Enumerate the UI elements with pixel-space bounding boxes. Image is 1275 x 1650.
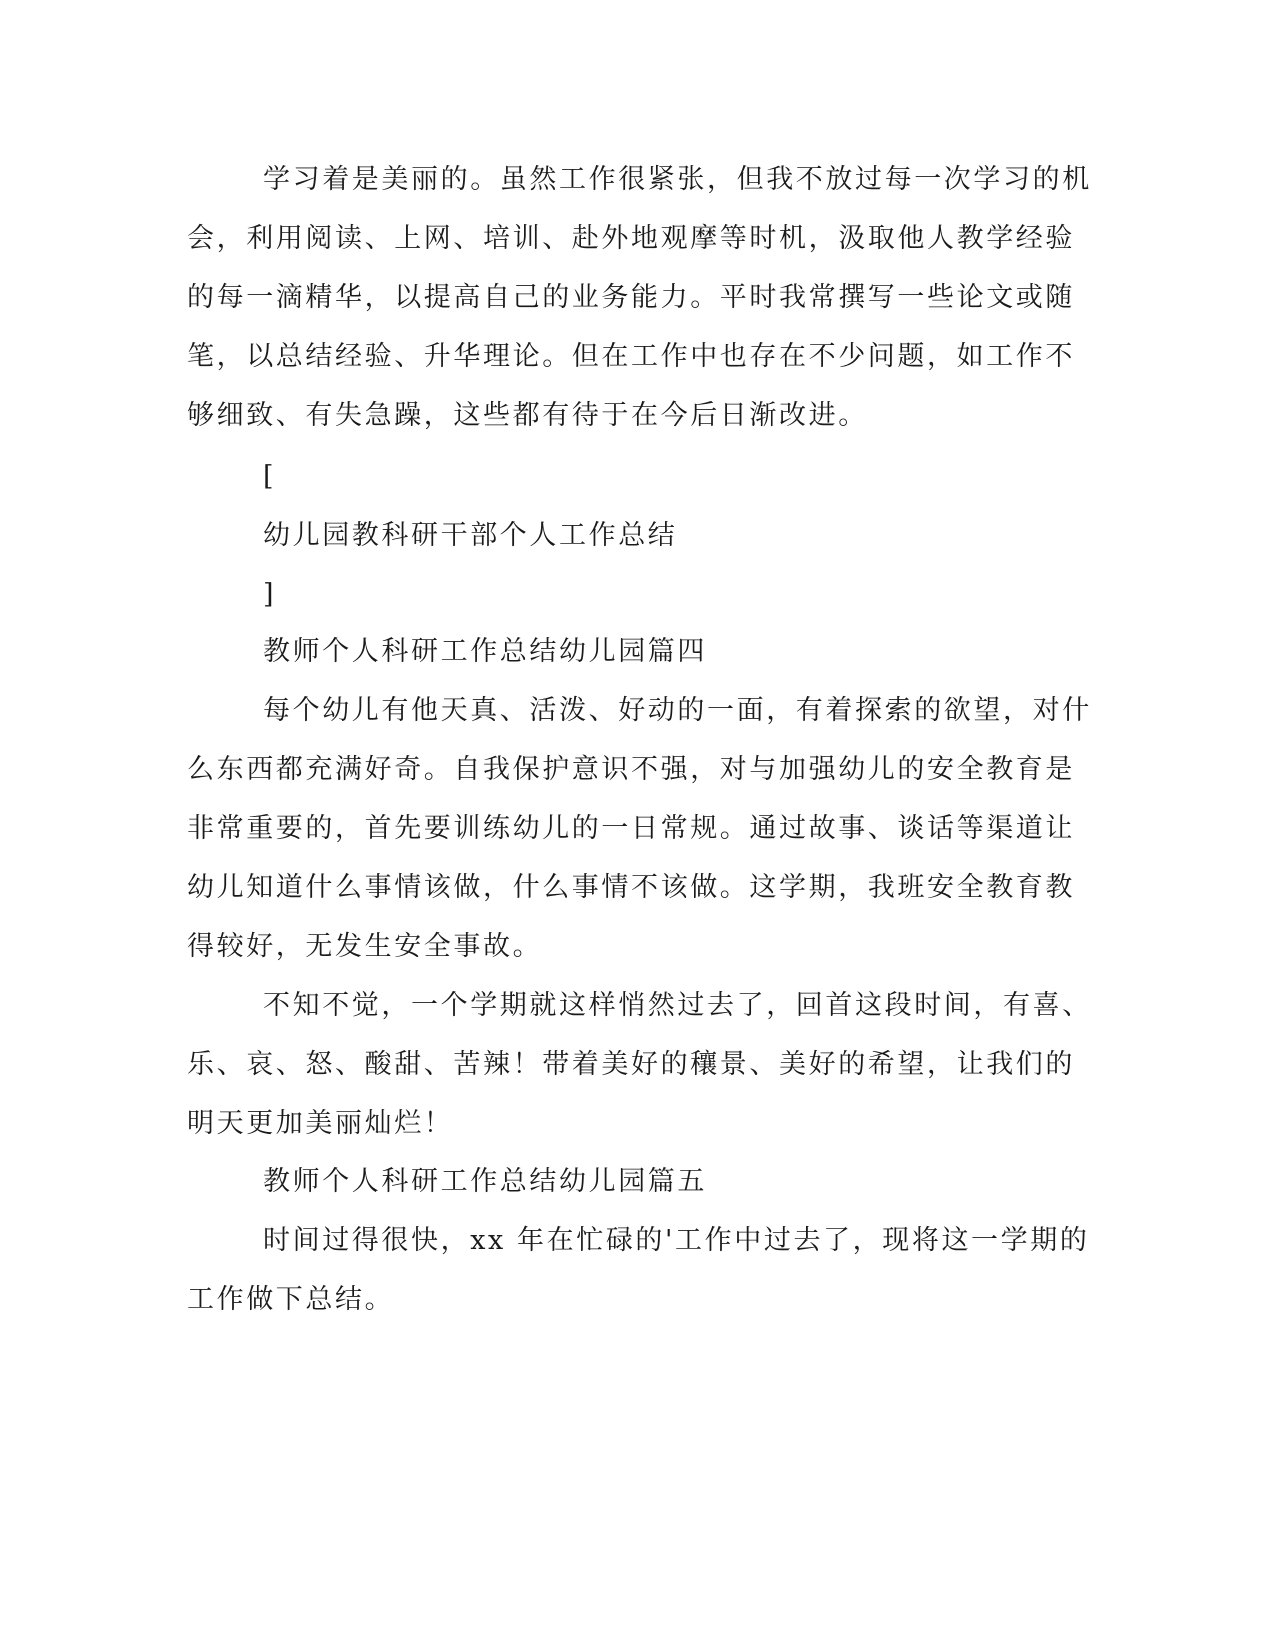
section-title: 幼儿园教科研干部个人工作总结 [263, 520, 678, 551]
paragraph-4-line-2: 工作做下总结。 [187, 1284, 395, 1315]
paragraph-3-line-2: 乐、哀、怒、酸甜、苦辣！带着美好的穰景、美好的希望，让我们的 [187, 1049, 1075, 1080]
paragraph-1-line-1: 学习着是美丽的。虽然工作很紧张，但我不放过每一次学习的机 [263, 164, 1092, 195]
heading-part-5: 教师个人科研工作总结幼儿园篇五 [263, 1166, 707, 1197]
paragraph-4-line-1: 时间过得很快，xx 年在忙碌的'工作中过去了，现将这一学期的 [263, 1225, 1090, 1256]
close-bracket: ] [263, 579, 277, 610]
paragraph-1-line-3: 的每一滴精华，以提高自己的业务能力。平时我常撰写一些论文或随 [187, 282, 1075, 313]
open-bracket: [ [263, 461, 277, 492]
paragraph-3-line-1: 不知不觉，一个学期就这样悄然过去了，回首这段时间，有喜、 [263, 990, 1092, 1021]
paragraph-2-line-5: 得较好，无发生安全事故。 [187, 931, 543, 962]
heading-part-4: 教师个人科研工作总结幼儿园篇四 [263, 636, 707, 667]
paragraph-2-line-2: 么东西都充满好奇。自我保护意识不强，对与加强幼儿的安全教育是 [187, 754, 1075, 785]
paragraph-2-line-1: 每个幼儿有他天真、活泼、好动的一面，有着探索的欲望，对什 [263, 695, 1092, 726]
paragraph-3-line-3: 明天更加美丽灿烂！ [187, 1108, 454, 1139]
paragraph-1-line-4: 笔，以总结经验、升华理论。但在工作中也存在不少问题，如工作不 [187, 341, 1075, 372]
paragraph-2-line-4: 幼儿知道什么事情该做，什么事情不该做。这学期，我班安全教育教 [187, 872, 1075, 903]
paragraph-1-line-5: 够细致、有失急躁，这些都有待于在今后日渐改进。 [187, 400, 868, 431]
paragraph-1-line-2: 会，利用阅读、上网、培训、赴外地观摩等时机，汲取他人教学经验 [187, 223, 1075, 254]
paragraph-2-line-3: 非常重要的，首先要训练幼儿的一日常规。通过故事、谈话等渠道让 [187, 813, 1075, 844]
